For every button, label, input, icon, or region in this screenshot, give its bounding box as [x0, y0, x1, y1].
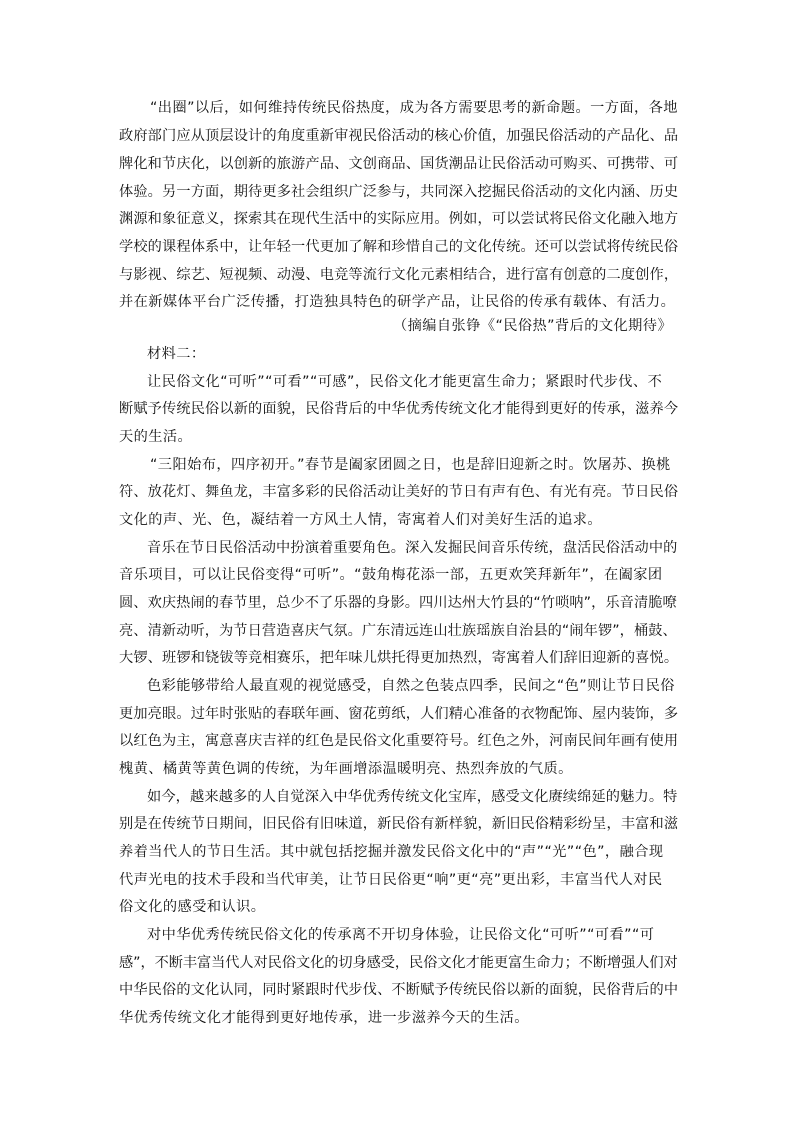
text-line: 对中华优秀传统民俗文化的传承离不开切身体验，让民俗文化“可听”“可看”“可: [147, 927, 655, 943]
text-line: 学校的课程体系中，让年轻一代更加了解和珍惜自己的文化传统。还可以尝试将传统民俗: [119, 239, 679, 255]
text-line: “三阳始布，四序初开。”春节是阖家团圆之日，也是辞旧迎新之时。饮屠苏、换桃: [150, 457, 671, 473]
text-line: 圆、欢庆热闹的春节里，总少不了乐器的身影。四川达州大竹县的“竹唢呐”，乐音清脆嘹: [119, 595, 677, 611]
text-line: 体验。另一方面，期待更多社会组织广泛参与，共同深入挖掘民俗活动的文化内涵、历史: [119, 184, 679, 200]
text-line: 音乐在节日民俗活动中扮演着重要角色。深入发掘民间音乐传统，盘活民俗活动中的: [147, 540, 678, 556]
text-line: 感”，不断丰富当代人对民俗文化的切身感受，民俗文化才能更富生命力；不断增强人们对: [119, 955, 678, 971]
text-line: 断赋予传统民俗以新的面貌，民俗背后的中华优秀传统文化才能得到更好的传承，滋养今: [119, 401, 679, 417]
text-line: 华优秀传统文化才能得到更好地传承，进一步滋养今天的生活。: [119, 1010, 529, 1026]
text-line: 牌化和节庆化，以创新的旅游产品、文创商品、国货潮品让民俗活动可购买、可携带、可: [119, 156, 679, 172]
text-line: 俗文化的感受和认识。: [119, 899, 266, 915]
text-line: 养着当代人的节日生活。其中就包括挖掘并激发民俗文化中的“声”“光”“色”，融合现: [119, 844, 664, 860]
text-line: 让民俗文化“可听”“可看”“可感”，民俗文化才能更富生命力；紧跟时代步伐、不: [147, 374, 663, 390]
text-line: 槐黄、橘黄等黄色调的传统，为年画增添温暖明亮、热烈奔放的气质。: [119, 761, 573, 777]
text-line: 亮、清新动听，为节日营造喜庆气氛。广东清远连山壮族瑶族自治县的“闹年锣”，桶鼓、: [119, 623, 677, 639]
text-line: 大锣、班锣和铙钹等竞相赛乐，把年味儿烘托得更加热烈，寄寓着人们辞旧迎新的喜悦。: [119, 650, 679, 666]
text-line: 政府部门应从顶层设计的角度重新审视民俗活动的核心价值，加强民俗活动的产品化、品: [119, 128, 679, 144]
text-line: 音乐项目，可以让民俗变得“可听”。“鼓角梅花添一部，五更欢笑拜新年”，在阖家团: [119, 567, 663, 583]
text-line: 天的生活。: [119, 429, 193, 445]
text-line: 中华民俗的文化认同，同时紧跟时代步伐、不断赋予传统民俗以新的面貌，民俗背后的中: [119, 982, 679, 998]
text-line: 色彩能够带给人最直观的视觉感受，自然之色装点四季，民间之“色”则让节日民俗: [147, 678, 675, 694]
text-line: 如今，越来越多的人自觉深入中华优秀传统文化宝库，感受文化赓续绵延的魅力。特: [147, 789, 678, 805]
text-line: 并在新媒体平台广泛传播，打造独具特色的研学产品，让民俗的传承有载体、有活力。: [119, 294, 676, 310]
source-citation: （摘编自张铮《“民俗热”背后的文化期待》: [393, 318, 673, 334]
text-line: 文化的声、光、色，凝结着一方风土人情，寄寓着人们对美好生活的追求。: [119, 512, 603, 528]
text-line: 与影视、综艺、短视频、动漫、电竞等流行文化元素相结合，进行富有创意的二度创作，: [119, 267, 679, 283]
text-line: 以红色为主，寓意喜庆吉祥的红色是民俗文化重要符号。红色之外，河南民间年画有使用: [119, 733, 679, 749]
text-line: 渊源和象征意义，探索其在现代生活中的实际应用。例如，可以尝试将民俗文化融入地方: [119, 211, 679, 227]
text-line: “出圈”以后，如何维持传统民俗热度，成为各方需要思考的新命题。一方面，各地: [150, 100, 678, 116]
text-line: 符、放花灯、舞鱼龙，丰富多彩的民俗活动让美好的节日有声有色、有光有亮。节日民俗: [119, 484, 679, 500]
text-line: 更加亮眼。过年时张贴的春联年画、窗花剪纸，人们精心准备的衣物配饰、屋内装饰，多: [119, 706, 679, 722]
text-line: 别是在传统节日期间，旧民俗有旧味道，新民俗有新样貌，新旧民俗精彩纷呈，丰富和滋: [119, 816, 679, 832]
text-line: 代声光电的技术手段和当代审美，让节日民俗更“响”更“亮”更出彩，丰富当代人对民: [119, 872, 663, 888]
section-heading: 材料二：: [147, 346, 206, 362]
